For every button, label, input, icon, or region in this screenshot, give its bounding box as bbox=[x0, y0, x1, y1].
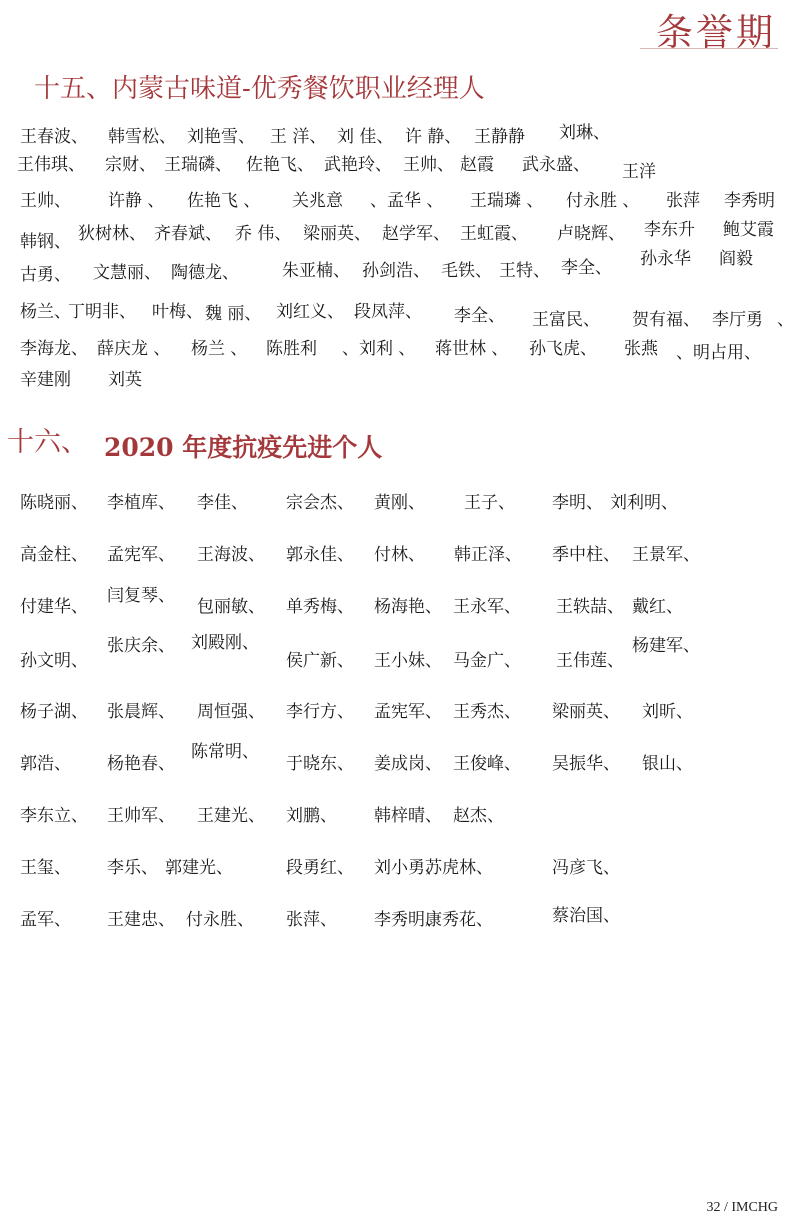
name-entry: 王春波、 bbox=[20, 127, 88, 147]
name-entry: 姜成岗、 bbox=[374, 754, 442, 774]
name-entry: 、明占用、 bbox=[676, 343, 761, 363]
name-entry: 王瑞璘 、 bbox=[470, 191, 544, 211]
name-entry: 蔡治国、 bbox=[552, 906, 620, 926]
name-entry: 文慧丽、 bbox=[93, 263, 161, 283]
name-entry: 朱亚楠、 bbox=[282, 261, 350, 281]
name-entry: 李乐、 bbox=[107, 858, 158, 878]
name-entry: 杨艳春、 bbox=[107, 754, 175, 774]
section-16-heading-title: 2020 年度抗疫先进个人 bbox=[104, 433, 383, 462]
name-entry: 张燕 bbox=[624, 339, 658, 359]
name-entry: 马金广、 bbox=[453, 651, 521, 671]
name-entry: 王景军、 bbox=[632, 545, 700, 565]
name-entry: 韩雪松、 bbox=[108, 127, 176, 147]
name-entry: 王洋 bbox=[622, 162, 656, 182]
name-entry: 李秀明 bbox=[724, 191, 775, 211]
name-entry: 杨建军、 bbox=[632, 636, 700, 656]
name-entry: 郭建光、 bbox=[165, 858, 233, 878]
name-entry: 贺有福、 bbox=[632, 310, 700, 330]
name-entry: 叶梅、 bbox=[152, 302, 203, 322]
name-entry: 卢晓辉、 bbox=[557, 224, 625, 244]
name-entry: 辛建刚 bbox=[20, 370, 71, 390]
name-entry: 郭浩、 bbox=[20, 754, 71, 774]
name-entry: 王特、 bbox=[499, 261, 550, 281]
name-entry: 王建忠、 bbox=[107, 910, 175, 930]
name-entry: 杨海艳、 bbox=[374, 597, 442, 617]
name-entry: 闫复琴、 bbox=[107, 586, 175, 606]
name-entry: 李厅勇 bbox=[712, 310, 763, 330]
name-entry: 戴红、 bbox=[632, 597, 683, 617]
name-entry: 宗财、 bbox=[105, 155, 156, 175]
name-entry: 陈胜利 bbox=[266, 339, 317, 359]
page-number: 32 / IMCHG bbox=[706, 1200, 778, 1215]
name-entry: 李佳、 bbox=[197, 493, 248, 513]
name-entry: 王帅、 bbox=[20, 191, 71, 211]
name-entry: 关兆意 bbox=[292, 191, 343, 211]
name-entry: 孟宪军、 bbox=[107, 545, 175, 565]
name-entry: 许静 、 bbox=[108, 191, 165, 211]
name-entry: 古勇、 bbox=[20, 265, 71, 285]
name-entry: 杨子湖、 bbox=[20, 702, 88, 722]
name-entry: 刘红义、 bbox=[276, 302, 344, 322]
name-entry: 杨兰、 bbox=[20, 302, 71, 322]
name-entry: 孟军、 bbox=[20, 910, 71, 930]
name-entry: 王富民、 bbox=[532, 310, 600, 330]
name-entry: 孙飞虎、 bbox=[529, 339, 597, 359]
name-entry: 魏 丽、 bbox=[205, 304, 262, 324]
name-entry: 陈常明、 bbox=[191, 742, 259, 762]
name-entry: 段凤萍、 bbox=[354, 302, 422, 322]
name-entry: 孙文明、 bbox=[20, 651, 88, 671]
name-entry: 刘 佳、 bbox=[337, 127, 394, 147]
name-entry: 李东升 bbox=[644, 220, 695, 240]
name-entry: 王帅军、 bbox=[107, 806, 175, 826]
name-entry: 、刘利 、 bbox=[342, 339, 416, 359]
name-entry: 乔 伟、 bbox=[235, 224, 292, 244]
name-entry: 郭永佳、 bbox=[286, 545, 354, 565]
name-entry: 鲍艾霞 bbox=[723, 220, 774, 240]
name-entry: 张庆余、 bbox=[107, 636, 175, 656]
name-entry: 侯广新、 bbox=[286, 651, 354, 671]
name-entry: 王子、 bbox=[464, 493, 515, 513]
name-entry: 赵杰、 bbox=[453, 806, 504, 826]
name-entry: 银山、 bbox=[642, 754, 693, 774]
name-entry: 刘殿刚、 bbox=[191, 633, 259, 653]
name-entry: 付林、 bbox=[374, 545, 425, 565]
name-entry: 段勇红、 bbox=[286, 858, 354, 878]
name-entry: 李秀明、 bbox=[374, 910, 442, 930]
name-entry: 佐艳飞、 bbox=[246, 155, 314, 175]
name-entry: 、 bbox=[777, 310, 794, 330]
section-15-heading: 十五、内蒙古味道-优秀餐饮职业经理人 bbox=[34, 74, 485, 104]
name-entry: 王静静 bbox=[474, 127, 525, 147]
name-entry: 赵霞 bbox=[460, 155, 494, 175]
name-entry: 付永胜、 bbox=[186, 910, 254, 930]
name-entry: 李东立、 bbox=[20, 806, 88, 826]
name-entry: 王海波、 bbox=[197, 545, 265, 565]
name-entry: 冯彦飞、 bbox=[552, 858, 620, 878]
name-entry: 付永胜 、 bbox=[566, 191, 640, 211]
name-entry: 李海龙、 bbox=[20, 339, 88, 359]
name-entry: 孙永华 bbox=[640, 249, 691, 269]
name-entry: 张萍、 bbox=[286, 910, 337, 930]
name-entry: 黄刚、 bbox=[374, 493, 425, 513]
name-entry: 张晨辉、 bbox=[107, 702, 175, 722]
name-entry: 王瑞磷、 bbox=[164, 155, 232, 175]
name-entry: 王小妹、 bbox=[374, 651, 442, 671]
name-entry: 、孟华 、 bbox=[370, 191, 444, 211]
name-entry: 康秀花、 bbox=[425, 910, 493, 930]
name-entry: 王玺、 bbox=[20, 858, 71, 878]
name-entry: 王俊峰、 bbox=[453, 754, 521, 774]
name-entry: 陈晓丽、 bbox=[20, 493, 88, 513]
page-header-title: 条誉期 bbox=[656, 11, 776, 54]
name-entry: 武艳玲、 bbox=[324, 155, 392, 175]
name-entry: 王伟莲、 bbox=[556, 651, 624, 671]
name-entry: 丁明非、 bbox=[68, 302, 136, 322]
name-entry: 周恒强、 bbox=[197, 702, 265, 722]
name-entry: 陶德龙、 bbox=[171, 263, 239, 283]
name-entry: 高金柱、 bbox=[20, 545, 88, 565]
name-entry: 孟宪军、 bbox=[374, 702, 442, 722]
name-entry: 李明、 bbox=[552, 493, 603, 513]
name-entry: 宗会杰、 bbox=[286, 493, 354, 513]
name-entry: 付建华、 bbox=[20, 597, 88, 617]
name-entry: 苏虎林、 bbox=[425, 858, 493, 878]
name-entry: 王永军、 bbox=[453, 597, 521, 617]
name-entry: 李全、 bbox=[561, 258, 612, 278]
name-entry: 孙剑浩、 bbox=[362, 261, 430, 281]
name-entry: 韩梓晴、 bbox=[374, 806, 442, 826]
name-entry: 阎毅 bbox=[719, 249, 753, 269]
name-entry: 刘琳、 bbox=[559, 123, 610, 143]
name-entry: 包丽敏、 bbox=[197, 597, 265, 617]
name-entry: 王帅、 bbox=[403, 155, 454, 175]
name-entry: 单秀梅、 bbox=[286, 597, 354, 617]
name-entry: 杨兰 、 bbox=[191, 339, 248, 359]
name-entry: 佐艳飞 、 bbox=[187, 191, 261, 211]
name-entry: 季中柱、 bbox=[552, 545, 620, 565]
header-divider bbox=[640, 48, 778, 49]
name-entry: 王建光、 bbox=[197, 806, 265, 826]
name-entry: 梁丽英、 bbox=[552, 702, 620, 722]
name-entry: 王 洋、 bbox=[270, 127, 327, 147]
name-entry: 吴振华、 bbox=[552, 754, 620, 774]
name-entry: 刘昕、 bbox=[642, 702, 693, 722]
name-entry: 王轶喆、 bbox=[556, 597, 624, 617]
name-entry: 刘艳雪、 bbox=[187, 127, 255, 147]
name-entry: 薛庆龙 、 bbox=[97, 339, 171, 359]
name-entry: 王秀杰、 bbox=[453, 702, 521, 722]
name-entry: 武永盛、 bbox=[522, 155, 590, 175]
name-entry: 赵学军、 bbox=[382, 224, 450, 244]
name-entry: 王虹霞、 bbox=[460, 224, 528, 244]
name-entry: 毛铁、 bbox=[441, 261, 492, 281]
name-entry: 刘鹏、 bbox=[286, 806, 337, 826]
name-entry: 刘小勇、 bbox=[374, 858, 442, 878]
name-entry: 梁丽英、 bbox=[303, 224, 371, 244]
name-entry: 王伟琪、 bbox=[17, 155, 85, 175]
name-entry: 刘英 bbox=[108, 370, 142, 390]
name-entry: 韩钢、 bbox=[20, 232, 71, 252]
name-entry: 张萍 bbox=[666, 191, 700, 211]
name-entry: 于晓东、 bbox=[286, 754, 354, 774]
name-entry: 齐春斌、 bbox=[154, 224, 222, 244]
name-entry: 狄树林、 bbox=[78, 224, 146, 244]
name-entry: 李行方、 bbox=[286, 702, 354, 722]
name-entry: 李植库、 bbox=[107, 493, 175, 513]
name-entry: 李全、 bbox=[454, 306, 505, 326]
name-entry: 韩正泽、 bbox=[454, 545, 522, 565]
section-16-heading-number: 十六、 bbox=[7, 427, 88, 458]
name-entry: 刘利明、 bbox=[610, 493, 678, 513]
name-entry: 许 静、 bbox=[405, 127, 462, 147]
name-entry: 蒋世林 、 bbox=[435, 339, 509, 359]
